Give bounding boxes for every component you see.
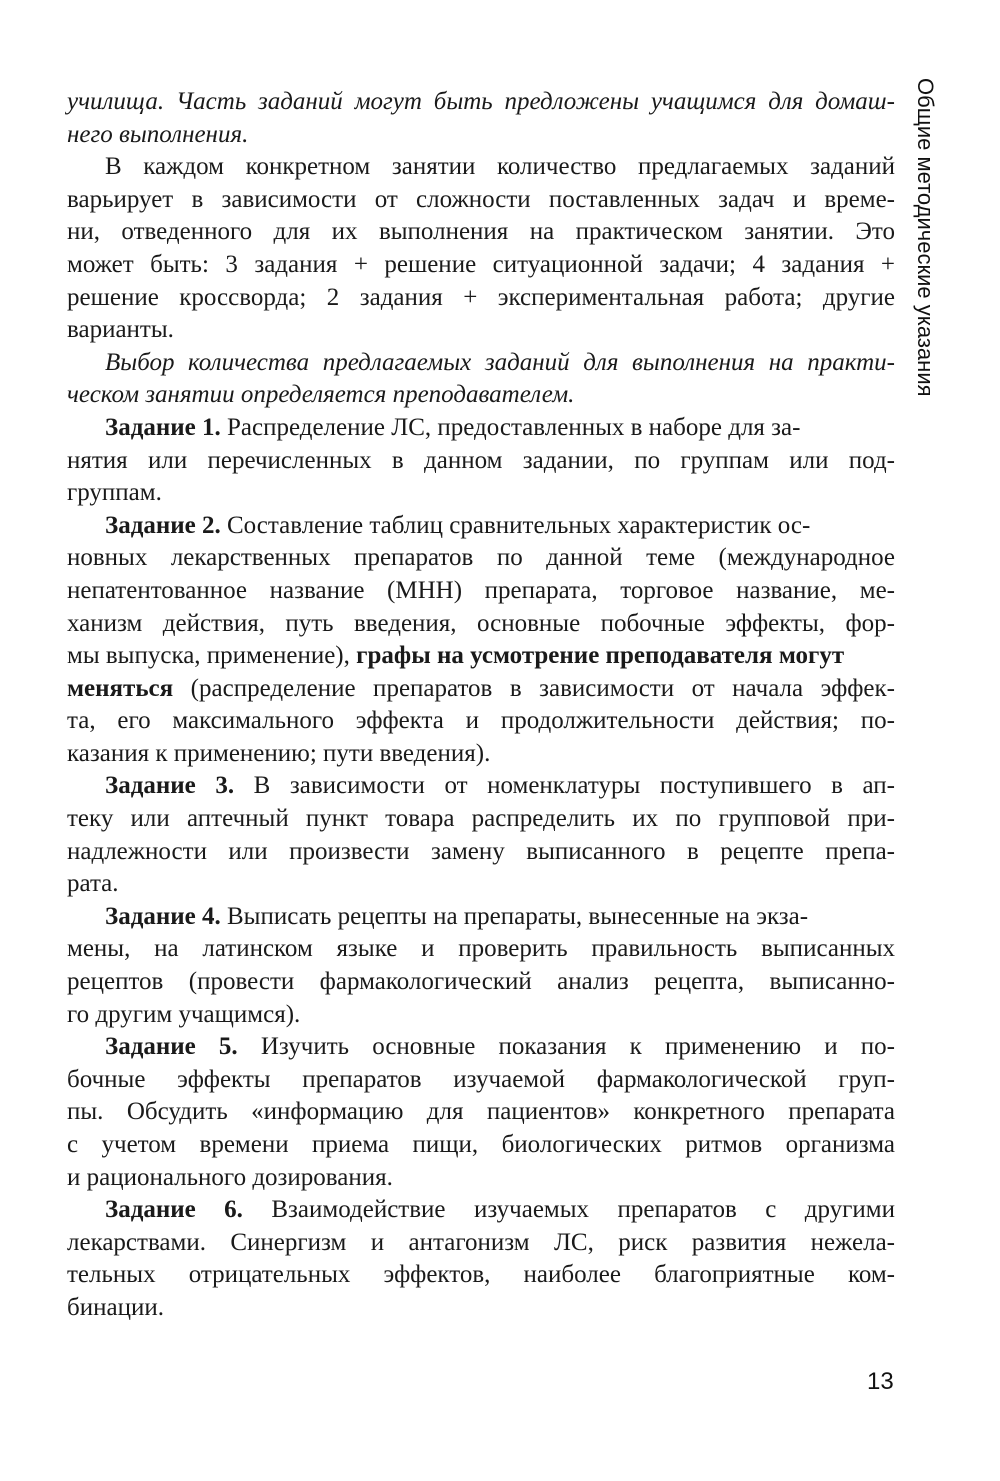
- text-line: рата.: [67, 870, 119, 898]
- task-label: Задание 3.: [105, 772, 235, 800]
- text-line: варианты.: [67, 316, 174, 344]
- text-line: ни, отведенного для их выполнения на практическом занятии. Это: [67, 218, 895, 246]
- text-line: ческом занятии определяется преподавателем.: [67, 381, 575, 409]
- text-fragment: (распределение препаратов в зависимости от начала эффек-: [190, 674, 895, 702]
- task-4: [67, 901, 895, 1031]
- text-line: нятия или перечисленных в данном задании, по группам или под-: [67, 446, 895, 474]
- text-line: го другим учащимся).: [67, 1000, 301, 1028]
- text-line: может быть: 3 задания + решение ситуационной задачи; 4 задания +: [67, 250, 895, 278]
- text-line: [67, 412, 933, 445]
- text-line: непатентованное название (МНН) препарата, торговое название, ме-: [67, 576, 895, 604]
- bold-emphasis: меняться: [67, 674, 174, 702]
- task-label: Задание 1.: [105, 413, 221, 441]
- text-line: лекарствами. Синергизм и антагонизм ЛС, риск развития нежела-: [67, 1228, 895, 1256]
- text-fragment: В зависимости от номенклатуры поступившего в ап-: [234, 772, 895, 800]
- text-line: с учетом времени приема пищи, биологических ритмов организма: [67, 1131, 895, 1158]
- text-line: бинации.: [67, 1293, 164, 1321]
- text-line: надлежности или произвести замену выписанного в рецепте препа-: [67, 837, 895, 865]
- text-line: [67, 1031, 895, 1064]
- paragraph-task-count: [67, 151, 895, 347]
- text-line: [67, 673, 895, 706]
- text-line: бочные эффекты препаратов изучаемой фармакологической груп-: [67, 1065, 895, 1093]
- text-line: [67, 1194, 895, 1227]
- text-line: училища. Часть заданий могут быть предложены учащимся для домаш-: [67, 88, 895, 115]
- text-fragment: Распределение ЛС, предоставленных в наборе для за-: [220, 413, 801, 441]
- text-line: [67, 901, 933, 934]
- text-line: новных лекарственных препаратов по данной теме (международное: [67, 544, 895, 572]
- text-line: ханизм действия, путь введения, основные побочные эффекты, фор-: [67, 609, 895, 637]
- page-number: 13: [867, 1368, 894, 1395]
- text-line: [67, 770, 895, 803]
- page-body: [67, 86, 895, 1325]
- text-line: пы. Обсудить «информацию для пациентов» конкретного препарата: [67, 1098, 895, 1126]
- task-label: Задание 2.: [105, 511, 221, 539]
- paragraph-intro-italic: [67, 86, 895, 151]
- bold-emphasis: графы на усмотрение преподавателя могут: [356, 642, 845, 670]
- text-line: казания к применению; пути введения).: [67, 739, 491, 767]
- text-fragment: Изучить основные показания к применению и по-: [237, 1033, 895, 1061]
- text-line: мены, на латинском языке и проверить правильность выписанных: [67, 935, 895, 963]
- task-3: [67, 770, 895, 900]
- text-line: та, его максимального эффекта и продолжительности действия; по-: [67, 707, 895, 735]
- running-head-text: Общие методические указания: [913, 78, 938, 397]
- task-5: [67, 1031, 895, 1194]
- text-line: варьирует в зависимости от сложности поставленных задач и време-: [67, 185, 895, 213]
- text-fragment: Составление таблиц сравнительных характеристик ос-: [220, 511, 811, 539]
- text-line: [67, 510, 933, 543]
- text-line: [67, 640, 895, 673]
- text-line: группам.: [67, 479, 162, 507]
- paragraph-teacher-choice: [67, 347, 895, 412]
- running-head: [912, 78, 952, 428]
- text-fragment: мы выпуска, применение),: [67, 642, 357, 670]
- text-fragment: Взаимодействие изучаемых препаратов с другими: [242, 1196, 895, 1224]
- text-line: В каждом конкретном занятии количество предлагаемых заданий: [105, 153, 895, 181]
- task-label: Задание 5.: [105, 1033, 238, 1061]
- task-6: [67, 1194, 895, 1324]
- text-line: теку или аптечный пункт товара распределить их по групповой при-: [67, 805, 895, 833]
- text-fragment: Выписать рецепты на препараты, вынесенные на экза-: [220, 902, 809, 930]
- text-line: и рационального дозирования.: [67, 1163, 393, 1191]
- text-line: него выполнения.: [67, 120, 249, 148]
- task-1: [67, 412, 895, 510]
- text-line: Выбор количества предлагаемых заданий для выполнения на практи-: [105, 348, 895, 376]
- text-line: тельных отрицательных эффектов, наиболее благоприятные ком-: [67, 1261, 895, 1289]
- task-label: Задание 6.: [105, 1196, 243, 1224]
- task-label: Задание 4.: [105, 902, 221, 930]
- text-line: рецептов (провести фармакологический анализ рецепта, выписанно-: [67, 968, 895, 996]
- text-line: решение кроссворда; 2 задания + экспериментальная работа; другие: [67, 283, 895, 311]
- task-2: [67, 510, 895, 771]
